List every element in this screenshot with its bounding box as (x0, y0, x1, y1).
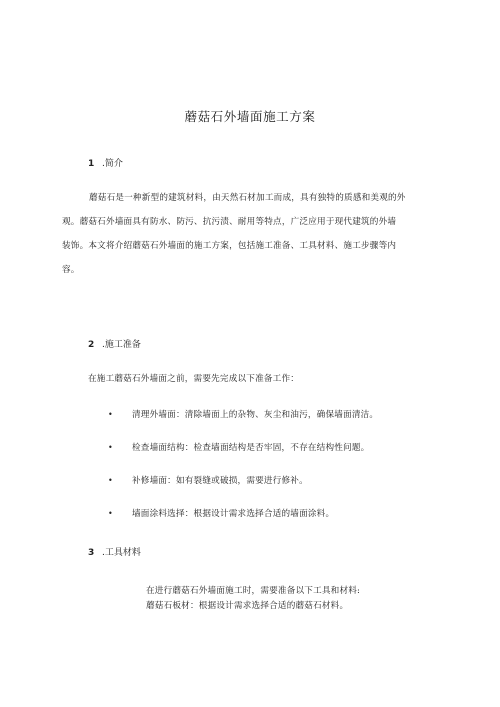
tools-item-line: 蘑菇石板材：根据设计需求选择合适的蘑菇石材料。 (146, 601, 349, 611)
list-item-text: 检查墙面结构：检查墙面结构是否牢固，不存在结构性问题。 (132, 443, 370, 453)
section-title: .简介 (102, 159, 123, 169)
section-title: .施工准备 (102, 340, 141, 350)
bullet-icon: • (108, 443, 113, 452)
paragraph-line: 观。蘑菇石外墙面具有防水、防污、抗污渍、耐用等特点，广泛应用于现代建筑的外墙 (62, 217, 397, 227)
intro-paragraph (62, 186, 440, 282)
list-item (108, 408, 378, 420)
paragraph-line: 装饰。本文将介绍蘑菇石外墙面的施工方案，包括施工准备、工具材料、施工步骤等内 (62, 241, 397, 251)
list-item (108, 474, 308, 486)
list-item (108, 507, 334, 519)
section-number: 1 (88, 159, 95, 169)
section-heading-preparation (88, 337, 141, 350)
section-heading-tools (88, 545, 141, 558)
preparation-intro: 在施工蘑菇石外墙面之前，需要先完成以下准备工作： (88, 374, 300, 384)
list-item-text: 墙面涂料选择：根据设计需求选择合适的墙面涂料。 (132, 509, 335, 519)
document-title: 蘑菇石外墙面施工方案 (184, 109, 316, 124)
bullet-icon: • (108, 509, 113, 518)
section-number: 2 (88, 340, 95, 350)
section-number: 3 (88, 548, 95, 558)
bullet-icon: • (108, 410, 113, 419)
tools-intro-line: 在进行蘑菇石外墙面施工时，需要准备以下工具和材料: (146, 586, 361, 596)
list-item-text: 清理外墙面：清除墙面上的杂物、灰尘和油污，确保墙面清洁。 (132, 410, 379, 420)
bullet-icon: • (108, 476, 113, 485)
list-item-text: 补修墙面：如有裂缝或破损，需要进行修补。 (132, 476, 308, 486)
paragraph-line: 容。 (62, 265, 80, 275)
list-item (108, 441, 369, 453)
paragraph-line: 蘑菇石是一种新型的建筑材料，由天然石材加工而成，具有独特的质感和美观的外 (89, 193, 406, 203)
section-title: .工具材料 (102, 548, 141, 558)
section-heading-intro (88, 156, 123, 169)
